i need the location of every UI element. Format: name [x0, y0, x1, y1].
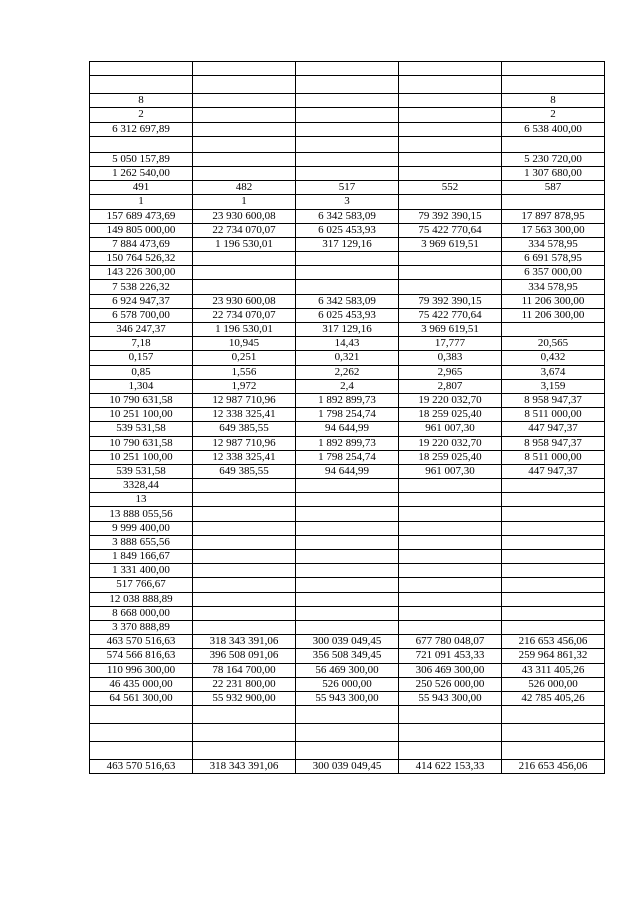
- table-cell: 6 357 000,00: [502, 266, 605, 280]
- table-cell: [296, 280, 399, 294]
- table-row: [90, 663, 605, 677]
- table-cell: [399, 592, 502, 606]
- table-cell: [399, 535, 502, 549]
- table-row: [90, 493, 605, 507]
- table-cell: [502, 606, 605, 620]
- table-cell: [90, 724, 193, 742]
- table-cell: [193, 166, 296, 180]
- table-cell: 8 958 947,37: [502, 436, 605, 450]
- table-cell: 18 259 025,40: [399, 450, 502, 464]
- table-cell: 6 025 453,93: [296, 223, 399, 237]
- table-cell: 20,565: [502, 337, 605, 351]
- table-cell: [296, 166, 399, 180]
- table-cell: 0,432: [502, 351, 605, 365]
- table-cell: [296, 94, 399, 108]
- table-cell: [399, 742, 502, 760]
- table-cell: 300 039 049,45: [296, 760, 399, 774]
- table-cell: [399, 166, 502, 180]
- table-cell: [296, 606, 399, 620]
- table-cell: [296, 122, 399, 136]
- table-cell: 14,43: [296, 337, 399, 351]
- table-row: [90, 308, 605, 322]
- table-cell: [296, 620, 399, 634]
- table-cell: 482: [193, 181, 296, 195]
- table-row: [90, 195, 605, 209]
- table-cell: [193, 493, 296, 507]
- table-cell: 6 312 697,89: [90, 122, 193, 136]
- table-cell: [193, 152, 296, 166]
- table-cell: 12 987 710,96: [193, 436, 296, 450]
- table-cell: 587: [502, 181, 605, 195]
- table-cell: [399, 122, 502, 136]
- table-cell: [193, 252, 296, 266]
- table-cell: 6 342 583,09: [296, 209, 399, 223]
- table-cell: 13 888 055,56: [90, 507, 193, 521]
- table-cell: 552: [399, 181, 502, 195]
- table-cell: [296, 535, 399, 549]
- table-cell: 12 038 888,89: [90, 592, 193, 606]
- table-row: [90, 606, 605, 620]
- table-cell: [193, 564, 296, 578]
- table-row: [90, 166, 605, 180]
- table-cell: [502, 493, 605, 507]
- table-row: [90, 266, 605, 280]
- table-cell: [90, 76, 193, 94]
- table-row: [90, 323, 605, 337]
- table-row: [90, 108, 605, 122]
- table-cell: 517 766,67: [90, 578, 193, 592]
- table-cell: [399, 136, 502, 152]
- table-cell: 346 247,37: [90, 323, 193, 337]
- table-cell: 526 000,00: [296, 677, 399, 691]
- table-row: [90, 521, 605, 535]
- table-row: [90, 136, 605, 152]
- table-cell: 55 943 300,00: [296, 691, 399, 705]
- table-cell: 56 469 300,00: [296, 663, 399, 677]
- table-cell: [399, 94, 502, 108]
- table-cell: 5 230 720,00: [502, 152, 605, 166]
- table-cell: [399, 493, 502, 507]
- table-cell: 13: [90, 493, 193, 507]
- table-cell: 1 849 166,67: [90, 550, 193, 564]
- table-cell: 1 892 899,73: [296, 436, 399, 450]
- table-cell: 22 231 800,00: [193, 677, 296, 691]
- table-cell: 8: [502, 94, 605, 108]
- table-cell: 75 422 770,64: [399, 223, 502, 237]
- table-cell: 649 385,55: [193, 464, 296, 478]
- table-cell: 10 251 100,00: [90, 408, 193, 422]
- table-cell: [90, 62, 193, 76]
- table-cell: 2,262: [296, 365, 399, 379]
- table-cell: 6 691 578,95: [502, 252, 605, 266]
- table-cell: 79 392 390,15: [399, 209, 502, 223]
- table-cell: 463 570 516,63: [90, 760, 193, 774]
- table-cell: [296, 550, 399, 564]
- table-cell: [502, 564, 605, 578]
- table-cell: 110 996 300,00: [90, 663, 193, 677]
- table-cell: 334 578,95: [502, 280, 605, 294]
- table-cell: [399, 564, 502, 578]
- table-cell: [193, 62, 296, 76]
- table-cell: [296, 521, 399, 535]
- table-row: [90, 479, 605, 493]
- table-cell: 318 343 391,06: [193, 760, 296, 774]
- table-cell: 12 987 710,96: [193, 393, 296, 407]
- table-cell: [296, 108, 399, 122]
- table-cell: [296, 507, 399, 521]
- table-cell: 259 964 861,32: [502, 649, 605, 663]
- table-cell: 334 578,95: [502, 237, 605, 251]
- table-cell: 539 531,58: [90, 464, 193, 478]
- table-row: [90, 691, 605, 705]
- table-row: [90, 635, 605, 649]
- table-row: [90, 535, 605, 549]
- table-cell: 10,945: [193, 337, 296, 351]
- table-cell: 19 220 032,70: [399, 393, 502, 407]
- table-cell: [296, 76, 399, 94]
- table-row: [90, 422, 605, 436]
- table-cell: [399, 252, 502, 266]
- table-row: [90, 181, 605, 195]
- table-row: [90, 450, 605, 464]
- table-cell: 150 764 526,32: [90, 252, 193, 266]
- table-cell: 0,251: [193, 351, 296, 365]
- table-row: [90, 436, 605, 450]
- table-cell: 8 958 947,37: [502, 393, 605, 407]
- table-cell: 491: [90, 181, 193, 195]
- table-cell: [296, 706, 399, 724]
- table-cell: 78 164 700,00: [193, 663, 296, 677]
- table-cell: [502, 479, 605, 493]
- table-cell: 2,4: [296, 379, 399, 393]
- table-cell: [90, 742, 193, 760]
- table-cell: 1: [193, 195, 296, 209]
- table-cell: 447 947,37: [502, 464, 605, 478]
- table-cell: 250 526 000,00: [399, 677, 502, 691]
- table-cell: 317 129,16: [296, 237, 399, 251]
- table-cell: [296, 136, 399, 152]
- table-cell: [502, 620, 605, 634]
- table-row: [90, 379, 605, 393]
- table-cell: 1 196 530,01: [193, 323, 296, 337]
- table-cell: 574 566 816,63: [90, 649, 193, 663]
- table-cell: [502, 136, 605, 152]
- table-row: [90, 365, 605, 379]
- table-body: [90, 62, 605, 774]
- table-cell: 8 511 000,00: [502, 408, 605, 422]
- table-cell: 22 734 070,07: [193, 308, 296, 322]
- table-cell: 17 897 878,95: [502, 209, 605, 223]
- table-cell: [193, 578, 296, 592]
- table-cell: 1 798 254,74: [296, 408, 399, 422]
- table-cell: 1,556: [193, 365, 296, 379]
- table-cell: 3 969 619,51: [399, 237, 502, 251]
- table-cell: 22 734 070,07: [193, 223, 296, 237]
- table-cell: 317 129,16: [296, 323, 399, 337]
- table-cell: [296, 493, 399, 507]
- table-cell: 42 785 405,26: [502, 691, 605, 705]
- table-row: [90, 464, 605, 478]
- table-cell: [90, 706, 193, 724]
- table-cell: 8 668 000,00: [90, 606, 193, 620]
- table-cell: [399, 706, 502, 724]
- table-cell: 17 563 300,00: [502, 223, 605, 237]
- table-row: [90, 237, 605, 251]
- table-row: [90, 122, 605, 136]
- table-cell: [193, 507, 296, 521]
- table-cell: [193, 94, 296, 108]
- table-cell: 2: [90, 108, 193, 122]
- table-cell: [399, 152, 502, 166]
- table-cell: 2,965: [399, 365, 502, 379]
- table-cell: 1 307 680,00: [502, 166, 605, 180]
- table-cell: 9 999 400,00: [90, 521, 193, 535]
- table-cell: [193, 724, 296, 742]
- table-cell: [502, 578, 605, 592]
- table-row: [90, 620, 605, 634]
- table-cell: 0,85: [90, 365, 193, 379]
- table-cell: 6 342 583,09: [296, 294, 399, 308]
- table-row: [90, 742, 605, 760]
- table-cell: 10 790 631,58: [90, 436, 193, 450]
- table-cell: [193, 535, 296, 549]
- table-row: [90, 223, 605, 237]
- table-cell: 318 343 391,06: [193, 635, 296, 649]
- table-cell: [193, 108, 296, 122]
- table-cell: 0,383: [399, 351, 502, 365]
- table-cell: [296, 252, 399, 266]
- table-cell: [193, 122, 296, 136]
- table-cell: [502, 535, 605, 549]
- table-cell: 1,972: [193, 379, 296, 393]
- table-cell: [193, 606, 296, 620]
- table-cell: [399, 62, 502, 76]
- table-cell: 2: [502, 108, 605, 122]
- table-cell: [502, 62, 605, 76]
- table-cell: 721 091 453,33: [399, 649, 502, 663]
- table-cell: [193, 479, 296, 493]
- table-cell: 961 007,30: [399, 422, 502, 436]
- table-cell: 3 370 888,89: [90, 620, 193, 634]
- table-row: [90, 550, 605, 564]
- table-cell: [502, 592, 605, 606]
- table-cell: 11 206 300,00: [502, 308, 605, 322]
- table-cell: [399, 76, 502, 94]
- table-cell: 3: [296, 195, 399, 209]
- table-cell: 7,18: [90, 337, 193, 351]
- table-cell: [399, 550, 502, 564]
- table-cell: 306 469 300,00: [399, 663, 502, 677]
- table-cell: 463 570 516,63: [90, 635, 193, 649]
- table-cell: 3328,44: [90, 479, 193, 493]
- table-cell: 649 385,55: [193, 422, 296, 436]
- table-cell: [193, 280, 296, 294]
- table-cell: [296, 152, 399, 166]
- table-cell: 10 251 100,00: [90, 450, 193, 464]
- table-cell: 17,777: [399, 337, 502, 351]
- table-cell: 46 435 000,00: [90, 677, 193, 691]
- table-cell: 55 932 900,00: [193, 691, 296, 705]
- table-row: [90, 592, 605, 606]
- table-cell: [296, 62, 399, 76]
- table-cell: [502, 550, 605, 564]
- table-row: [90, 76, 605, 94]
- table-cell: [193, 592, 296, 606]
- table-cell: 7 538 226,32: [90, 280, 193, 294]
- table-row: [90, 760, 605, 774]
- table-cell: [296, 592, 399, 606]
- table-cell: 8 511 000,00: [502, 450, 605, 464]
- table-cell: [193, 550, 296, 564]
- table-row: [90, 294, 605, 308]
- table-cell: 7 884 473,69: [90, 237, 193, 251]
- table-cell: 1 262 540,00: [90, 166, 193, 180]
- table-row: [90, 351, 605, 365]
- table-cell: 3,159: [502, 379, 605, 393]
- table-cell: 1 798 254,74: [296, 450, 399, 464]
- table-cell: 300 039 049,45: [296, 635, 399, 649]
- table-cell: [193, 76, 296, 94]
- table-cell: [502, 507, 605, 521]
- table-cell: 94 644,99: [296, 422, 399, 436]
- table-row: [90, 62, 605, 76]
- table-cell: 447 947,37: [502, 422, 605, 436]
- table-cell: 1 331 400,00: [90, 564, 193, 578]
- table-row: [90, 507, 605, 521]
- table-cell: 1 196 530,01: [193, 237, 296, 251]
- table-cell: 6 025 453,93: [296, 308, 399, 322]
- table-row: [90, 564, 605, 578]
- table-cell: [399, 521, 502, 535]
- table-cell: 3 888 655,56: [90, 535, 193, 549]
- table-cell: [296, 266, 399, 280]
- table-cell: 8: [90, 94, 193, 108]
- table-cell: 677 780 048,07: [399, 635, 502, 649]
- table-row: [90, 724, 605, 742]
- table-cell: 157 689 473,69: [90, 209, 193, 223]
- table-cell: [399, 724, 502, 742]
- table-cell: 961 007,30: [399, 464, 502, 478]
- table-cell: [193, 266, 296, 280]
- table-row: [90, 252, 605, 266]
- table-cell: 0,321: [296, 351, 399, 365]
- table-cell: [399, 266, 502, 280]
- table-cell: 216 653 456,06: [502, 760, 605, 774]
- table-cell: 1 892 899,73: [296, 393, 399, 407]
- table-row: [90, 578, 605, 592]
- table-row: [90, 280, 605, 294]
- table-cell: [193, 521, 296, 535]
- table-cell: 23 930 600,08: [193, 209, 296, 223]
- table-cell: 396 508 091,06: [193, 649, 296, 663]
- table-cell: [502, 724, 605, 742]
- table-cell: [502, 742, 605, 760]
- table-row: [90, 337, 605, 351]
- table-cell: 11 206 300,00: [502, 294, 605, 308]
- table-row: [90, 408, 605, 422]
- table-cell: [193, 706, 296, 724]
- table-cell: 149 805 000,00: [90, 223, 193, 237]
- table-cell: 18 259 025,40: [399, 408, 502, 422]
- table-cell: [296, 742, 399, 760]
- table-cell: 143 226 300,00: [90, 266, 193, 280]
- table-cell: 414 622 153,33: [399, 760, 502, 774]
- table-cell: 79 392 390,15: [399, 294, 502, 308]
- table-cell: 6 578 700,00: [90, 308, 193, 322]
- table-cell: 12 338 325,41: [193, 450, 296, 464]
- table-cell: [399, 578, 502, 592]
- table-cell: 539 531,58: [90, 422, 193, 436]
- table-cell: 1: [90, 195, 193, 209]
- table-cell: 23 930 600,08: [193, 294, 296, 308]
- table-cell: [502, 323, 605, 337]
- table-cell: [193, 136, 296, 152]
- table-cell: [90, 136, 193, 152]
- table-row: [90, 94, 605, 108]
- table-cell: 3,674: [502, 365, 605, 379]
- table-cell: 6 538 400,00: [502, 122, 605, 136]
- table-cell: 526 000,00: [502, 677, 605, 691]
- table-cell: 1,304: [90, 379, 193, 393]
- table-cell: 517: [296, 181, 399, 195]
- table-cell: [193, 742, 296, 760]
- data-table: [89, 61, 605, 774]
- table-cell: [296, 578, 399, 592]
- table-cell: 6 924 947,37: [90, 294, 193, 308]
- table-row: [90, 152, 605, 166]
- table-cell: [193, 620, 296, 634]
- table-cell: [399, 195, 502, 209]
- table-cell: [399, 280, 502, 294]
- table-cell: 43 311 405,26: [502, 663, 605, 677]
- table-cell: 0,157: [90, 351, 193, 365]
- table-cell: [399, 479, 502, 493]
- table-cell: 10 790 631,58: [90, 393, 193, 407]
- table-cell: 75 422 770,64: [399, 308, 502, 322]
- table-cell: 216 653 456,06: [502, 635, 605, 649]
- table-cell: 5 050 157,89: [90, 152, 193, 166]
- table-cell: [502, 706, 605, 724]
- table-row: [90, 209, 605, 223]
- table-cell: [296, 564, 399, 578]
- table-cell: [502, 76, 605, 94]
- table-cell: [399, 108, 502, 122]
- table-cell: [296, 724, 399, 742]
- table-row: [90, 393, 605, 407]
- table-cell: 2,807: [399, 379, 502, 393]
- table-cell: 94 644,99: [296, 464, 399, 478]
- table-cell: 64 561 300,00: [90, 691, 193, 705]
- table-cell: [399, 620, 502, 634]
- table-cell: [399, 606, 502, 620]
- table-row: [90, 649, 605, 663]
- table-cell: [399, 507, 502, 521]
- table-cell: 3 969 619,51: [399, 323, 502, 337]
- table-row: [90, 706, 605, 724]
- table-cell: 356 508 349,45: [296, 649, 399, 663]
- table-cell: [296, 479, 399, 493]
- table-cell: 55 943 300,00: [399, 691, 502, 705]
- table-cell: 12 338 325,41: [193, 408, 296, 422]
- table-row: [90, 677, 605, 691]
- table-cell: [502, 195, 605, 209]
- table-cell: 19 220 032,70: [399, 436, 502, 450]
- table-cell: [502, 521, 605, 535]
